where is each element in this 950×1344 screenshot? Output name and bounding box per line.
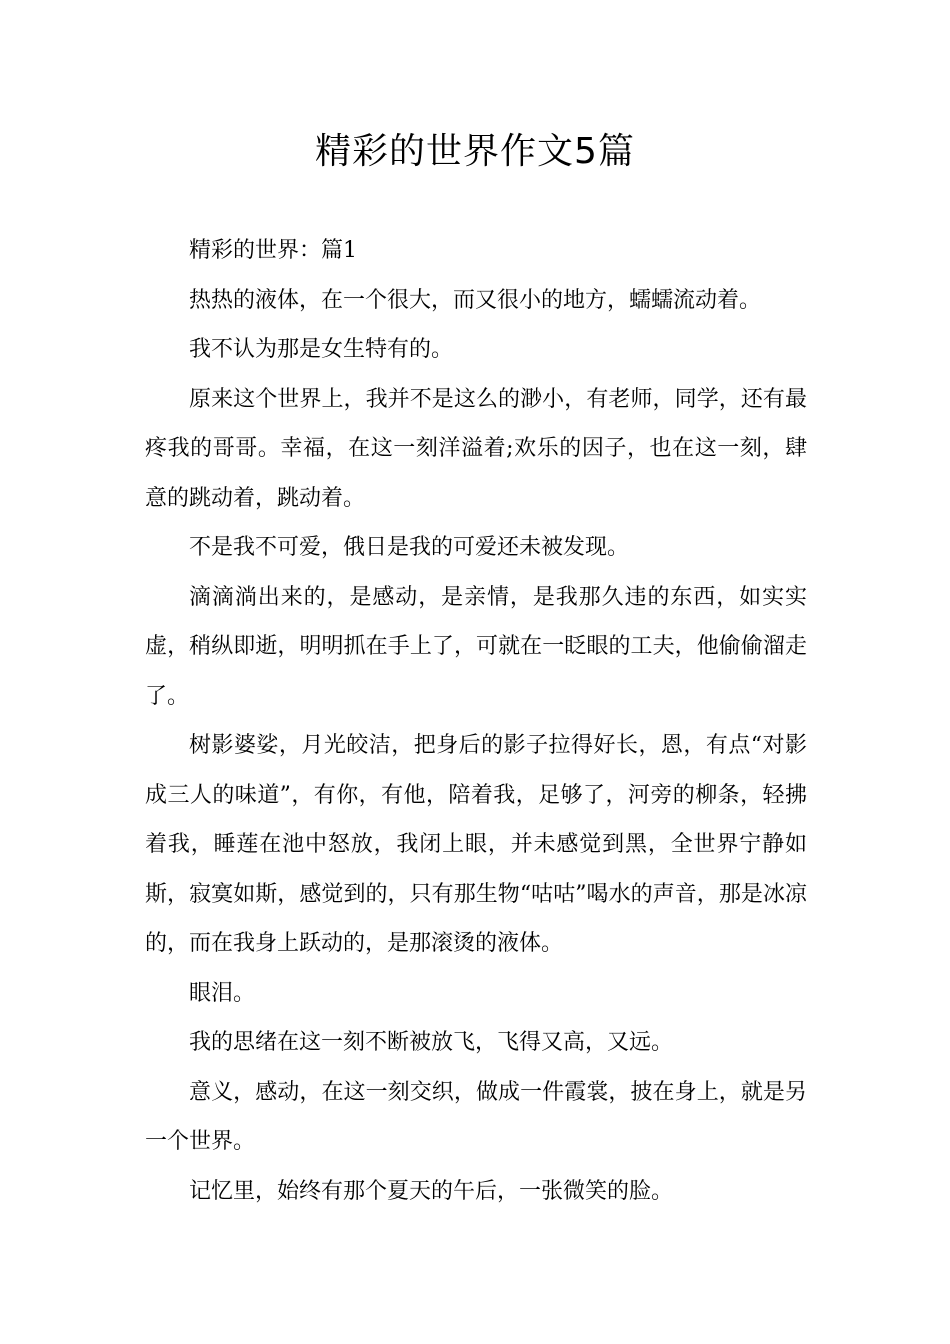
paragraph: 我不认为那是女生特有的。 [189,337,454,362]
paragraph: 滴滴淌出来的，是感动，是亲情，是我那久违的东西，如实实虚，稍纵即逝，明明抓在手上了，可就在一眨眼的工夫，他偷偷溜走了。 [145,584,807,709]
paragraph: 记忆里，始终有那个夏天的午后，一张微笑的脸。 [189,1178,674,1204]
paragraph: 眼泪。 [189,980,256,1006]
document-body [145,226,807,1216]
paragraph: 热热的液体，在一个很大，而又很小的地方，蠕蠕流动着。 [189,287,762,313]
paragraph-section-heading: 精彩的世界：篇1 [189,238,357,263]
paragraph: 不是我不可爱，俄日是我的可爱还未被发现。 [189,535,630,560]
paragraph: 原来这个世界上，我并不是这么的渺小，有老师，同学，还有最疼我的哥哥。幸福，在这一刻洋溢着;欢乐的因子，也在这一刻，肆意的跳动着，跳动着。 [145,386,807,511]
paragraph: 意义，感动，在这一刻交织，做成一件霞裳，披在身上，就是另一个世界。 [145,1079,807,1154]
document-title: 精彩的世界作文5篇 [315,131,635,172]
paragraph: 我的思绪在这一刻不断被放飞，飞得又高，又远。 [189,1030,674,1055]
paragraph: 树影婆娑，月光皎洁，把身后的影子拉得好长，恩，有点“对影成三人的味道”，有你，有他，陪着我，足够了，河旁的柳条，轻拂着我，睡莲在池中怒放，我闭上眼，并未感觉到黑，全世界宁静如斯，寂寞如斯，感觉到的，只有那生物“咕咕”喝水的声音，那是冰凉的，而在我身上跃动的，是那滚烫的液体。 [145,733,807,956]
